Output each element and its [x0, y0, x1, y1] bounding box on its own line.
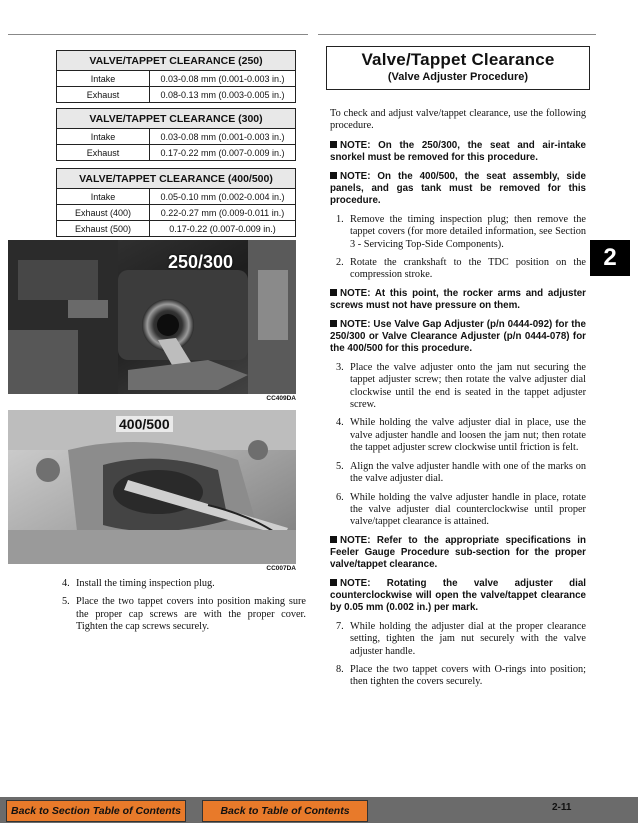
table-cell-value: 0.22-0.27 mm (0.009-0.011 in.) [150, 205, 296, 221]
bullet-square-icon [330, 320, 337, 327]
table-cell-label: Exhaust [57, 145, 150, 161]
list-item [336, 214, 586, 251]
photo-label-400-500: 400/500 [116, 416, 173, 432]
step-number: 6. [336, 491, 344, 503]
intro-paragraph: To check and adjust valve/tappet clearance, use the following procedure. [330, 108, 586, 132]
step-text: Place the two tappet covers into position making sure the proper cap screws are with the proper cover. Tighten the cap screws securely. [76, 596, 306, 633]
back-to-toc-button[interactable]: Back to Table of Contents [202, 800, 368, 822]
list-item [336, 621, 586, 658]
note-adjuster-tool: NOTE: Use Valve Gap Adjuster (p/n 0444-092) for the 250/300 or Valve Clearance Adjuster (p/n 0444-078) for the 400/500 for this procedure. [330, 318, 586, 354]
step-text: Align the valve adjuster handle with one of the marks on the valve adjuster dial. [350, 460, 586, 485]
section-tab: 2 [590, 240, 630, 276]
step-text: While holding the valve adjuster handle in place, rotate the valve adjuster dial counterclockwise until proper valve/tappet clearance is attained. [350, 491, 586, 528]
section-title-box [326, 46, 590, 90]
bullet-square-icon [330, 536, 337, 543]
list-item [62, 578, 306, 590]
page-subtitle: (Valve Adjuster Procedure) [387, 71, 529, 83]
note-rocker-arms: NOTE: At this point, the rocker arms and adjuster screws must not have pressure on them. [330, 287, 586, 311]
table-row [57, 71, 296, 87]
table-cell-label: Exhaust [57, 87, 150, 103]
photo-code-400-500: CC007DA [266, 565, 296, 572]
step-number: 7. [336, 620, 344, 632]
table-row [57, 221, 296, 237]
top-rule-left [8, 34, 308, 35]
photo-label-250-300: 250/300 [168, 252, 234, 272]
step-text: Place the two tappet covers with O-rings into position; then tighten the covers securely. [350, 663, 586, 688]
table-cell-value: 0.03-0.08 mm (0.001-0.003 in.) [150, 129, 296, 145]
step-text: While holding the adjuster dial at the proper clearance setting, tighten the jam nut securely with the valve adjuster handle. [350, 620, 586, 657]
table-cell-value: 0.03-0.08 mm (0.001-0.003 in.) [150, 71, 296, 87]
page-title: Valve/Tappet Clearance [361, 50, 555, 69]
engine-photo-400-500 [8, 410, 296, 564]
bullet-square-icon [330, 579, 337, 586]
bullet-square-icon [330, 172, 337, 179]
list-item [336, 461, 586, 486]
step-text: Rotate the crankshaft to the TDC position on the compression stroke. [350, 257, 586, 281]
bullet-square-icon [330, 289, 337, 296]
clearance-table-250 [56, 50, 296, 103]
photo-code-250-300: CC409DA [266, 395, 296, 402]
step-number: 8. [336, 663, 344, 675]
table-cell-value: 0.05-0.10 mm (0.002-0.004 in.) [150, 189, 296, 205]
step-number: 2. [336, 257, 344, 269]
table-cell-value: 0.17-0.22 mm (0.007-0.009 in.) [150, 145, 296, 161]
list-item [336, 257, 586, 282]
clearance-table-300 [56, 108, 296, 161]
table-cell-value: 0.08-0.13 mm (0.003-0.005 in.) [150, 87, 296, 103]
table-cell-value: 0.17-0.22 (0.007-0.009 in.) [150, 221, 296, 237]
step-number: 1. [336, 213, 344, 225]
table-cell-label: Intake [57, 129, 150, 145]
list-item [62, 596, 306, 633]
left-steps [62, 578, 306, 640]
engine-photo-250-300 [8, 240, 296, 394]
table-header: VALVE/TAPPET CLEARANCE (300) [57, 109, 296, 129]
list-item [336, 417, 586, 454]
table-row [57, 205, 296, 221]
photo-250-300 [8, 240, 296, 404]
note-250-300: NOTE: On the 250/300, the seat and air-intake snorkel must be removed for this procedure. [330, 139, 586, 163]
step-text: Remove the timing inspection plug; then remove the tappet covers (for more detailed information, see Section 3 - Servicing Top-Side Components). [350, 213, 586, 250]
step-number: 5. [62, 596, 70, 608]
procedure-column [330, 108, 586, 695]
page-number: 2-11 [552, 802, 572, 813]
table-cell-label: Exhaust (400) [57, 205, 150, 221]
table-row [57, 129, 296, 145]
table-header: VALVE/TAPPET CLEARANCE (400/500) [57, 169, 296, 189]
table-row [57, 189, 296, 205]
note-400-500: NOTE: On the 400/500, the seat assembly, side panels, and gas tank must be removed for this procedure. [330, 170, 586, 206]
table-header: VALVE/TAPPET CLEARANCE (250) [57, 51, 296, 71]
step-text: Install the timing inspection plug. [76, 578, 215, 589]
back-to-section-toc-button[interactable]: Back to Section Table of Contents [6, 800, 186, 822]
step-number: 4. [62, 578, 70, 589]
table-cell-label: Intake [57, 189, 150, 205]
table-cell-label: Intake [57, 71, 150, 87]
table-row [57, 145, 296, 161]
step-number: 3. [336, 361, 344, 373]
list-item [336, 664, 586, 689]
step-text: While holding the valve adjuster dial in place, use the valve adjuster handle and loosen the jam nut; then rotate the tappet adjuster screw clockwise until friction is felt. [350, 417, 586, 454]
list-item [336, 362, 586, 412]
note-dial-rotation: NOTE: Rotating the valve adjuster dial counterclockwise will open the valve/tappet clearance by 0.05 mm (0.002 in.) per mark. [330, 577, 586, 613]
list-item [336, 492, 586, 529]
step-number: 4. [336, 417, 344, 429]
table-row [57, 87, 296, 103]
note-specifications: NOTE: Refer to the appropriate specifications in Feeler Gauge Procedure sub-section for the proper valve/tappet clearance. [330, 534, 586, 570]
top-rule-right [318, 34, 596, 35]
photo-400-500 [8, 410, 296, 574]
bullet-square-icon [330, 141, 337, 148]
table-cell-label: Exhaust (500) [57, 221, 150, 237]
clearance-table-400-500 [56, 168, 296, 237]
step-text: Place the valve adjuster onto the jam nut securing the tappet adjuster screw; then rotate the valve adjuster dial clockwise until the end is seated in the tappet adjuster screw. [350, 361, 586, 411]
step-number: 5. [336, 460, 344, 472]
